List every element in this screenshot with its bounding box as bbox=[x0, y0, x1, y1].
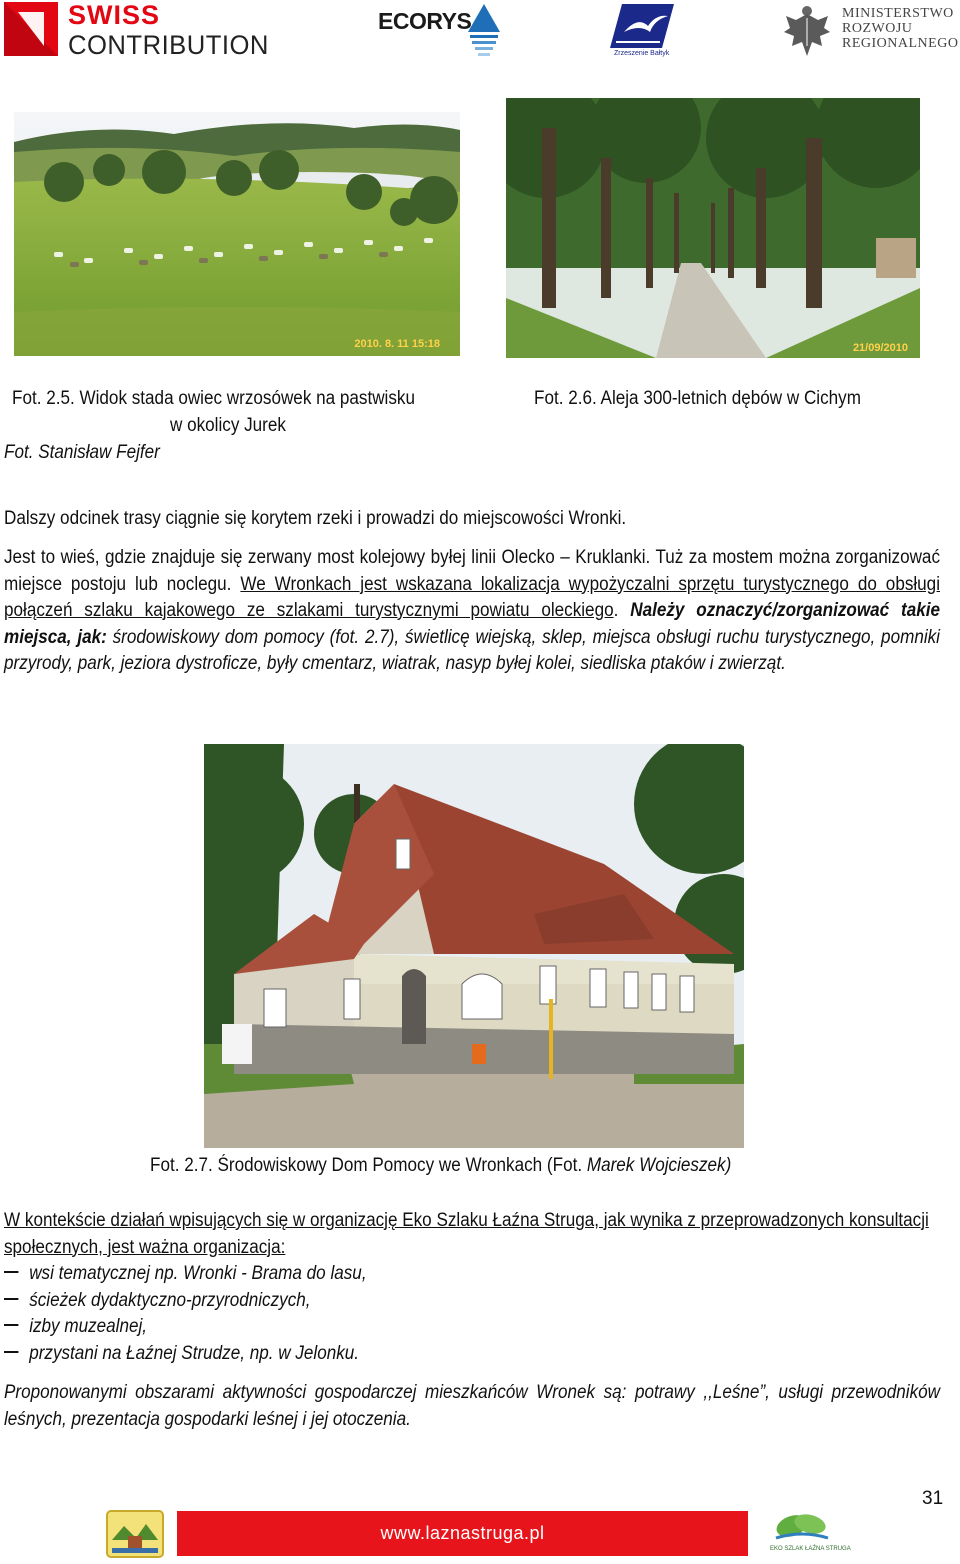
contribution-logo-text: CONTRIBUTION bbox=[68, 30, 269, 60]
rental-location-text: We Wronkach jest wskazana lokalizacja wypożyczalni sprzętu turystycznego do obsługi połączeń szlaku kajakowego ze szlakami turystycznymi powiatu oleckiego bbox=[4, 573, 940, 621]
photo-care-home bbox=[204, 744, 744, 1148]
ecorys-triangle-icon bbox=[466, 2, 502, 58]
swiss-flag-icon bbox=[4, 2, 58, 56]
ministry-line3: REGIONALNEGO bbox=[842, 36, 959, 51]
dash-bullet-icon bbox=[4, 1351, 18, 1353]
list-item: wsi tematycznej np. Wronki - Brama do lasu, bbox=[4, 1261, 382, 1288]
ministry-line1: MINISTERSTWO bbox=[842, 6, 954, 21]
eko-szlak-text: EKO SZLAK ŁAŹNA STRUGA bbox=[770, 1546, 851, 1552]
footer-url[interactable]: www.laznastruga.pl bbox=[380, 1523, 545, 1543]
leaf-emblem-icon bbox=[770, 1508, 834, 1546]
eko-szlak-logo bbox=[770, 1508, 851, 1558]
photo2-date-stamp: 21/09/2010 bbox=[852, 342, 908, 354]
zrzeszenie-baltyk-logo bbox=[608, 2, 676, 58]
caption-fot-2-5: Fot. 2.5. Widok stada owiec wrzosówek na pastwisku bbox=[12, 388, 415, 409]
page-number: 31 bbox=[922, 1488, 944, 1509]
caption-fot-2-5-author: Fot. Stanisław Fejfer bbox=[4, 442, 160, 463]
dash-bullet-icon bbox=[4, 1298, 18, 1300]
paragraph-1: Dalszy odcinek trasy ciągnie się korytem rzeki i prowadzi do miejscowości Wronki. bbox=[4, 508, 627, 529]
zrzeszenie-caption: Zrzeszenie Bałtyk bbox=[614, 50, 670, 57]
paragraph-economic-activity: Proponowanymi obszarami aktywności gospodarczej mieszkańców Wronek są: potrawy ,,Leśne”, usługi przewodników leśnych, prezentacja gospodarki leśnej i jej otoczenia. bbox=[4, 1382, 940, 1430]
footer-url-bar bbox=[177, 1511, 748, 1556]
caption-fot-2-7: Fot. 2.7. Środowiskowy Dom Pomocy we Wronkach (Fot. Marek Wojcieszek) bbox=[150, 1155, 732, 1176]
caption-fot-2-6: Fot. 2.6. Aleja 300-letnich dębów w Cichym bbox=[534, 388, 861, 409]
left-footer-logo bbox=[106, 1510, 164, 1558]
list-item: ścieżek dydaktyczno-przyrodniczych, bbox=[4, 1288, 382, 1315]
paragraph-2: Jest to wieś, gdzie znajduje się zerwany most kolejowy byłej linii Olecko – Kruklanki. Tuż za mostem można zorganizować miejsce postoju lub noclegu. We Wronkach jest wskazana lokalizacja wypożyczalni sprzętu turystycznego do obsługi połączeń szlaku kajakowego ze szlakami turystycznymi powiatu oleckiego. Należy oznaczyć/zorganizować takie miejsca, jak: środowiskowy dom pomocy (fot. 2.7), świetlicę wiejską, sklep, miejsca obsługi ruchu turystycznego, pomniki przyrody, park, jeziora dystroficze, były cmentarz, wiatrak, nasyp byłej kolei, siedliska ptaków i zwierząt. bbox=[4, 547, 940, 674]
swiss-logo-text: SWISS bbox=[68, 0, 161, 30]
photo-oak-alley bbox=[506, 98, 920, 358]
list-item: przystani na Łaźnej Strudze, np. w Jelonku. bbox=[4, 1341, 382, 1368]
eagle-emblem-icon bbox=[782, 2, 832, 58]
seagull-badge-icon bbox=[608, 2, 676, 50]
ministry-line2: ROZWOJU bbox=[842, 21, 913, 36]
emphasis-label: Należy oznaczyć/zorganizować takie miejsca, jak: bbox=[4, 600, 940, 648]
photo1-date-stamp: 2010. 8. 11 15:18 bbox=[354, 338, 440, 350]
dash-bullet-icon bbox=[4, 1271, 18, 1273]
list-item: izby muzealnej, bbox=[4, 1314, 382, 1341]
paragraph-consultation-intro: W kontekście działań wpisujących się w organizację Eko Szlaku Łaźna Struga, jak wynika z przeprowadzonych konsultacji społecznych, jest ważna organizacja: bbox=[4, 1210, 929, 1258]
ecorys-logo-text: ECORYS bbox=[378, 8, 472, 34]
village-badge-icon bbox=[106, 1510, 164, 1558]
dash-bullet-icon bbox=[4, 1324, 18, 1326]
caption-fot-2-5-line2: w okolicy Jurek bbox=[170, 415, 286, 436]
photo-sheep-pasture bbox=[14, 112, 460, 356]
